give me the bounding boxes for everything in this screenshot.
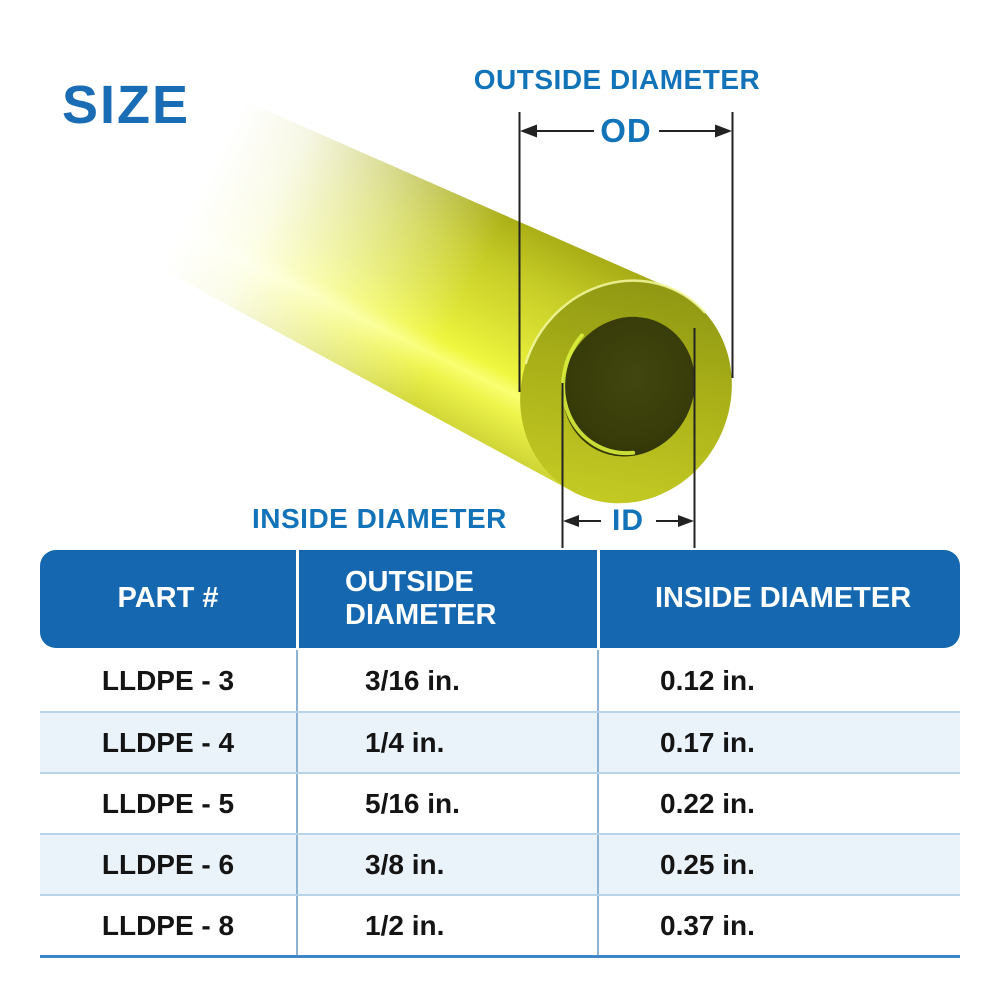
od-value-cell: 3/16 in. (296, 650, 597, 711)
page-title: SIZE (62, 75, 191, 135)
part-number-cell: LLDPE - 6 (101, 848, 235, 880)
od-value-cell: 5/16 in. (296, 774, 597, 833)
part-number-cell: LLDPE - 3 (101, 664, 235, 696)
part-number-cell: LLDPE - 5 (101, 787, 235, 819)
id-arrowhead-right (678, 515, 694, 527)
part-number-cell: LLDPE - 8 (101, 909, 235, 941)
id-value-cell: 0.22 in. (597, 774, 960, 833)
od-value-cell: 1/2 in. (296, 896, 597, 955)
table-row (40, 772, 960, 833)
table-row (40, 833, 960, 894)
od-arrowhead-left (520, 125, 537, 138)
table-row (40, 650, 960, 711)
table-row (40, 711, 960, 772)
id-abbreviation-label: ID (612, 504, 644, 537)
table-header-row (40, 550, 960, 648)
id-value-cell: 0.37 in. (597, 896, 960, 955)
id-value-cell: 0.12 in. (597, 650, 960, 711)
table-row (40, 894, 960, 955)
id-value-cell: 0.25 in. (597, 835, 960, 894)
od-abbreviation-label: OD (600, 112, 652, 149)
outside-diameter-label: OUTSIDE DIAMETER (473, 64, 761, 95)
table-body (40, 650, 960, 958)
size-table (40, 550, 960, 958)
id-arrowhead-left (563, 515, 579, 527)
column-header-outside-diameter: OUTSIDE DIAMETER (296, 550, 597, 648)
id-value-cell: 0.17 in. (597, 713, 960, 772)
od-arrowhead-right (715, 125, 732, 138)
part-number-cell: LLDPE - 4 (101, 726, 235, 758)
column-header-inside-diameter: INSIDE DIAMETER (597, 550, 960, 648)
od-value-cell: 1/4 in. (296, 713, 597, 772)
inside-diameter-label: INSIDE DIAMETER (252, 503, 507, 534)
column-header-part-number: PART # (117, 582, 219, 615)
od-value-cell: 3/8 in. (296, 835, 597, 894)
